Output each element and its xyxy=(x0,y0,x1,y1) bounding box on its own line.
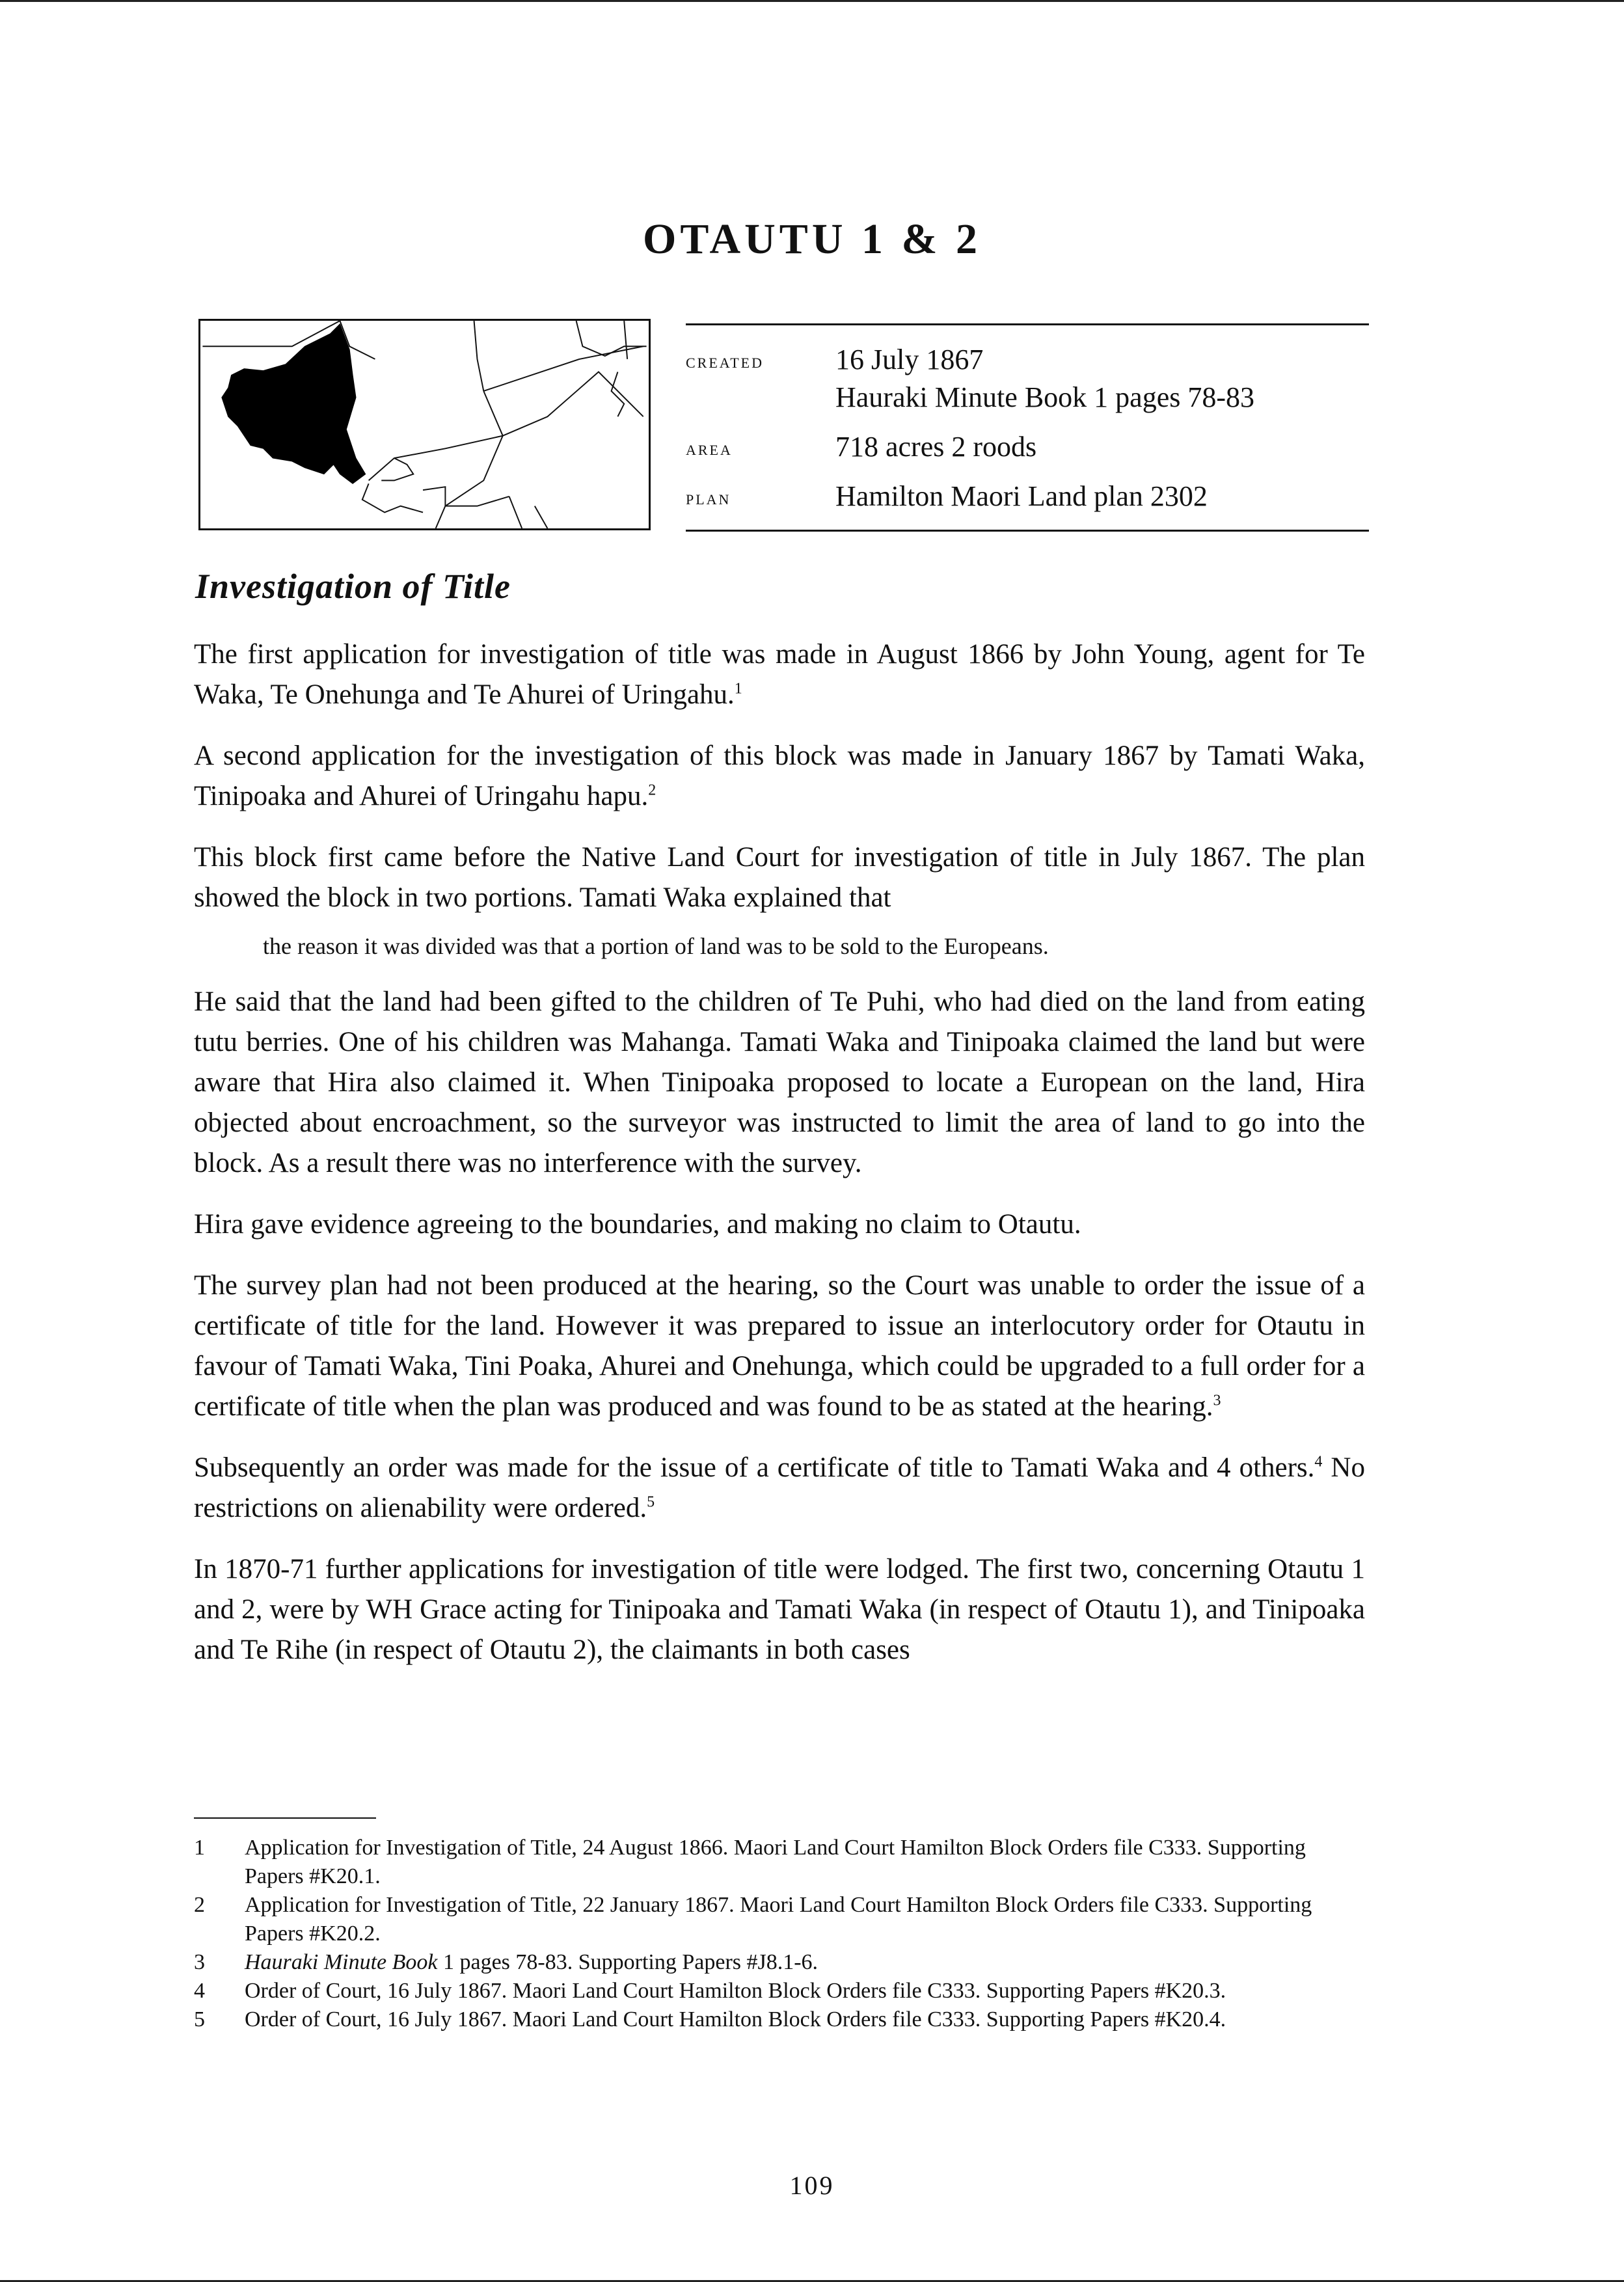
area-label: area xyxy=(686,436,733,459)
location-map xyxy=(198,319,651,530)
paragraph: Hira gave evidence agreeing to the boundaries, and making no claim to Otautu. xyxy=(194,1209,1081,1240)
footnote-number: 4 xyxy=(194,1979,205,2003)
footnote-ref[interactable]: 3 xyxy=(1213,1392,1221,1409)
footnote-number: 1 xyxy=(194,1836,205,1860)
footnote-divider xyxy=(194,1817,376,1819)
paragraph: A second application for the investigation of this block was made in January 1867 by Tamati Waka, Tinipoaka and Ahurei of Uringahu hapu.$^2$ xyxy=(194,740,1365,811)
footnote-number: 3 xyxy=(194,1950,205,1974)
section-heading: Investigation of Title xyxy=(195,567,511,606)
page-number: 109 xyxy=(789,2171,835,2200)
plan-row xyxy=(686,478,1369,515)
paragraph: Subsequently an order was made for the issue of a certificate of title to Tamati Waka and 4 others.$^4$ No restrictions on alienability were ordered.$^5$ xyxy=(194,1452,1365,1523)
footnotes xyxy=(194,1834,1365,2034)
footnote-ref[interactable]: 1 xyxy=(734,680,742,698)
footnote-item xyxy=(194,1977,1365,2005)
footnote-ref[interactable]: 5 xyxy=(647,1493,655,1511)
paragraph: The first application for investigation of title was made in August 1866 by John Young, agent for Te Waka, Te Onehunga and Te Ahurei of Uringahu.$^1$ xyxy=(194,639,1365,710)
footnote-item xyxy=(194,1891,1365,1948)
block-quote: the reason it was divided was that a portion of land was to be sold to the Europeans. xyxy=(263,933,1049,959)
footnote-item xyxy=(194,1834,1365,1891)
footnote-item xyxy=(194,1948,1365,1977)
plan-label: plan xyxy=(686,485,731,509)
paragraph: The survey plan had not been produced at the hearing, so the Court was unable to order the issue of a certificate of title for the land. However it was prepared to issue an interlocutory order for Otautu in favour of Tamati Waka, Tini Poaka, Ahurei and Onehunga, which could be upgraded to a full order for a certificate of title when the plan was produced and was found to be as stated at the hearing.$^3$ xyxy=(194,1270,1365,1422)
paragraph: He said that the land had been gifted to the children of Te Puhi, who had died on the land from eating tutu berries. One of his children was Mahanga. Tamati Waka and Tinipoaka claimed the land but were aware that Hira also claimed it. When Tinipoaka proposed to locate a European on the land, Hira objected about encroachment, so the surveyor was instructed to limit the area of land to go into the block. As a result there was no interference with the survey. xyxy=(194,986,1365,1178)
created-values xyxy=(835,341,1369,416)
footnote-ref[interactable]: 2 xyxy=(648,781,656,799)
block-info-table xyxy=(686,323,1369,532)
created-row xyxy=(686,341,1369,416)
area-row xyxy=(686,428,1369,466)
footnote-item xyxy=(194,2005,1365,2034)
created-reference: Hauraki Minute Book 1 pages 78-83 xyxy=(835,381,1254,413)
footnote-text: Application for Investigation of Title, 24 August 1866. Maori Land Court Hamilton Block Orders file C333. Supporting Papers #K20.1. xyxy=(245,1836,1306,1888)
footnote-number: 5 xyxy=(194,2007,205,2031)
paragraph: In 1870-71 further applications for investigation of title were lodged. The first two, concerning Otautu 1 and 2, were by WH Grace acting for Tinipoaka and Tamati Waka (in respect of Otautu 1), and Tinipoaka and Te Rihe (in respect of Otautu 2), the claimants in both cases xyxy=(194,1554,1365,1665)
footnote-text: Hauraki Minute Book 1 pages 78-83. Supporting Papers #J8.1-6. xyxy=(245,1950,819,1974)
area-value: 718 acres 2 roods xyxy=(835,431,1037,463)
footnote-italic-title: Hauraki Minute Book xyxy=(245,1950,438,1974)
block-map-illustration xyxy=(200,321,649,528)
footnote-number: 2 xyxy=(194,1893,205,1917)
top-border xyxy=(0,0,1624,2)
paragraph: This block first came before the Native Land Court for investigation of title in July 1867. The plan showed the block in two portions. Tamati Waka explained that xyxy=(194,842,1365,913)
plan-value: Hamilton Maori Land plan 2302 xyxy=(835,480,1208,512)
footnote-text: Order of Court, 16 July 1867. Maori Land Court Hamilton Block Orders file C333. Supporting Papers #K20.3. xyxy=(245,1979,1226,2003)
footnote-ref[interactable]: 4 xyxy=(1314,1453,1323,1471)
page-title: OTAUTU 1 & 2 xyxy=(643,215,981,263)
created-label: created xyxy=(686,349,764,372)
footnote-text: Order of Court, 16 July 1867. Maori Land Court Hamilton Block Orders file C333. Supporting Papers #K20.4. xyxy=(245,2007,1226,2031)
footnote-text: Application for Investigation of Title, 22 January 1867. Maori Land Court Hamilton Block Orders file C333. Supporting Papers #K20.2. xyxy=(245,1893,1312,1946)
body-text xyxy=(194,634,1365,1691)
created-date: 16 July 1867 xyxy=(835,344,984,375)
